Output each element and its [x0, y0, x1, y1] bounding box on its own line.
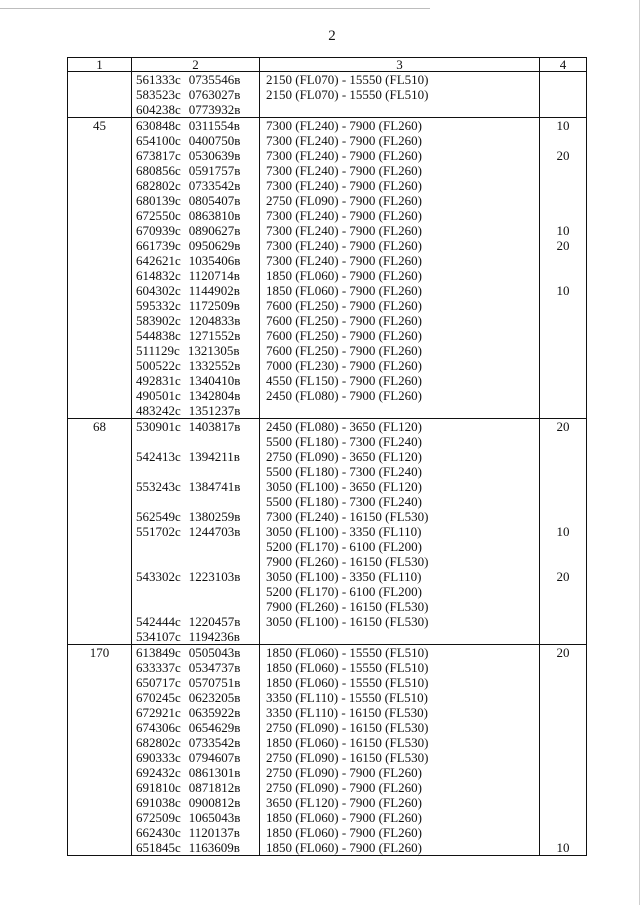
code-line — [132, 660, 259, 675]
value-line — [540, 720, 586, 735]
code-line — [132, 253, 259, 268]
code-second: 1120714в — [188, 268, 240, 283]
group-number-cell — [68, 645, 132, 856]
code-first: 682802с — [136, 178, 181, 193]
code-second: 0900812в — [188, 795, 241, 810]
value-line — [540, 87, 586, 102]
route-line: 1850 (FL060) - 15550 (FL510) — [266, 645, 429, 660]
table-group-row — [68, 419, 587, 645]
route-line: 4550 (FL150) - 7900 (FL260) — [266, 373, 422, 388]
value-line — [540, 795, 586, 810]
code-second: 0805407в — [188, 193, 241, 208]
code-second: 0654629в — [188, 720, 241, 735]
code-line — [132, 675, 259, 690]
code-first: 691038с — [136, 795, 181, 810]
code-first: 511129с — [136, 343, 180, 358]
code-line — [132, 328, 259, 343]
code-line — [132, 148, 259, 163]
route-line: 1850 (FL060) - 7900 (FL260) — [266, 825, 422, 840]
code-line — [132, 509, 259, 524]
route-line: 2450 (FL080) - 7900 (FL260) — [266, 388, 422, 403]
group-number: 68 — [93, 419, 106, 434]
code-second: 0534737в — [188, 660, 241, 675]
value-line — [540, 705, 586, 720]
route-line: 3650 (FL120) - 7900 (FL260) — [266, 795, 422, 810]
value-cell — [540, 419, 587, 645]
value-line — [540, 434, 586, 449]
code-line — [132, 403, 259, 418]
code-first: 614832с — [136, 268, 181, 283]
code-first: 551702с — [136, 524, 181, 539]
code-line — [132, 840, 259, 855]
value-line: 10 — [556, 283, 570, 298]
route-line: 7300 (FL240) - 7900 (FL260) — [266, 148, 422, 163]
route-line: 7900 (FL260) - 16150 (FL530) — [266, 554, 429, 569]
code-second: 0505043в — [188, 645, 241, 660]
route-line: 3050 (FL100) - 3350 (FL110) — [266, 569, 422, 584]
route-line: 1850 (FL060) - 7900 (FL260) — [266, 268, 422, 283]
code-line — [132, 810, 259, 825]
value-line — [540, 825, 586, 840]
code-second: 0733542в — [188, 735, 241, 750]
code-second: 1223103в — [188, 569, 241, 584]
code-first: 542444с — [136, 614, 181, 629]
route-line: 7300 (FL240) - 7900 (FL260) — [266, 178, 422, 193]
code-second: 0311554в — [188, 118, 240, 133]
code-second: 0400750в — [188, 133, 241, 148]
value-line: 20 — [556, 238, 570, 253]
code-first: 633337с — [136, 660, 181, 675]
code-first: 692432с — [136, 765, 181, 780]
code-line — [132, 358, 259, 373]
value-line — [540, 373, 586, 388]
route-line: 2750 (FL090) - 7900 (FL260) — [266, 193, 422, 208]
code-second: 1351237в — [188, 403, 241, 418]
code-second: 0794607в — [188, 750, 241, 765]
code-second: 1204833в — [188, 313, 241, 328]
code-first: 670245с — [136, 690, 181, 705]
route-line: 7300 (FL240) - 7900 (FL260) — [266, 253, 422, 268]
code-second: 0570751в — [188, 675, 241, 690]
route-line: 2750 (FL090) - 16150 (FL530) — [266, 750, 429, 765]
route-line: 7300 (FL240) - 16150 (FL530) — [266, 509, 429, 524]
code-line — [132, 494, 259, 509]
group-number-cell — [68, 118, 132, 419]
value-line — [540, 163, 586, 178]
route-line — [260, 403, 539, 418]
value-line — [540, 660, 586, 675]
code-second: 1271552в — [188, 328, 241, 343]
code-first: 604238с — [136, 102, 181, 117]
code-first: 562549с — [136, 509, 181, 524]
value-line: 20 — [556, 419, 570, 434]
route-line: 2750 (FL090) - 16150 (FL530) — [266, 720, 429, 735]
route-line: 2450 (FL080) - 3650 (FL120) — [266, 419, 422, 434]
code-line — [132, 599, 259, 614]
column-header: 4 — [540, 58, 587, 72]
code-cell — [132, 645, 260, 856]
code-line — [132, 780, 259, 795]
route-cell — [260, 72, 540, 118]
code-first: 672550с — [136, 208, 181, 223]
route-line: 3050 (FL100) - 3350 (FL110) — [266, 524, 422, 539]
value-line — [540, 479, 586, 494]
value-line — [540, 614, 586, 629]
code-second: 1403817в — [188, 419, 241, 434]
value-line — [540, 343, 586, 358]
value-line: 10 — [556, 223, 570, 238]
code-line — [132, 750, 259, 765]
route-cell — [260, 118, 540, 419]
route-line — [260, 102, 539, 117]
route-line: 5500 (FL180) - 7300 (FL240) — [266, 464, 422, 479]
code-line — [132, 479, 259, 494]
code-line — [132, 569, 259, 584]
code-line — [132, 283, 259, 298]
value-line — [540, 750, 586, 765]
code-line — [132, 434, 259, 449]
value-cell — [540, 118, 587, 419]
code-line — [132, 193, 259, 208]
route-line: 7600 (FL250) - 7900 (FL260) — [266, 328, 422, 343]
code-line — [132, 373, 259, 388]
code-first: 604302с — [136, 283, 181, 298]
value-line: 10 — [556, 840, 570, 855]
route-line: 7300 (FL240) - 7900 (FL260) — [266, 223, 422, 238]
code-line — [132, 765, 259, 780]
value-line — [540, 735, 586, 750]
route-line: 7600 (FL250) - 7900 (FL260) — [266, 298, 422, 313]
code-second: 1340410в — [188, 373, 241, 388]
route-line: 5500 (FL180) - 7300 (FL240) — [266, 434, 422, 449]
code-line — [132, 645, 259, 660]
group-number: 170 — [89, 645, 110, 660]
code-line — [132, 629, 259, 644]
code-first: 680139с — [136, 193, 181, 208]
code-cell — [132, 72, 260, 118]
code-first: 500522с — [136, 358, 181, 373]
code-first: 630848с — [136, 118, 181, 133]
code-first: 690333с — [136, 750, 181, 765]
value-line — [540, 780, 586, 795]
code-line — [132, 825, 259, 840]
code-line — [132, 313, 259, 328]
code-first: 530901с — [136, 419, 181, 434]
code-first: 661739с — [136, 238, 181, 253]
code-line — [132, 87, 259, 102]
value-line — [540, 328, 586, 343]
value-line — [540, 133, 586, 148]
value-line — [540, 178, 586, 193]
value-line — [540, 388, 586, 403]
code-second: 1194236в — [188, 629, 240, 644]
code-first: 595332с — [136, 298, 181, 313]
code-first: 542413с — [136, 449, 181, 464]
code-first: 483242с — [136, 403, 181, 418]
code-cell — [132, 419, 260, 645]
code-first: 674306с — [136, 720, 181, 735]
code-first: 682802с — [136, 735, 181, 750]
value-line — [540, 403, 586, 418]
route-line: 1850 (FL060) - 15550 (FL510) — [266, 675, 429, 690]
group-number: 45 — [93, 118, 106, 133]
code-second: 0591757в — [188, 163, 241, 178]
code-second: 0863810в — [188, 208, 241, 223]
value-line — [540, 584, 586, 599]
code-first: 680856с — [136, 163, 181, 178]
code-first: 670939с — [136, 223, 181, 238]
data-table — [67, 57, 587, 856]
code-first: 492831с — [136, 373, 181, 388]
value-line — [540, 494, 586, 509]
value-line — [540, 554, 586, 569]
code-second: 0861301в — [188, 765, 241, 780]
top-rule — [0, 8, 430, 9]
code-second: 0773932в — [188, 102, 241, 117]
route-line: 3350 (FL110) - 16150 (FL530) — [266, 705, 429, 720]
code-first: 654100с — [136, 133, 181, 148]
code-first: 691810с — [136, 780, 181, 795]
route-line: 3050 (FL100) - 16150 (FL530) — [266, 614, 429, 629]
code-second: 0763027в — [188, 87, 241, 102]
route-line: 7000 (FL230) - 7900 (FL260) — [266, 358, 422, 373]
code-first: 672921с — [136, 705, 181, 720]
route-line: 7900 (FL260) - 16150 (FL530) — [266, 599, 429, 614]
route-line: 3050 (FL100) - 3650 (FL120) — [266, 479, 422, 494]
code-cell — [132, 118, 260, 419]
route-line: 5200 (FL170) - 6100 (FL200) — [266, 584, 422, 599]
route-line: 7300 (FL240) - 7900 (FL260) — [266, 133, 422, 148]
value-line — [540, 690, 586, 705]
table-group-row — [68, 118, 587, 419]
code-line — [132, 584, 259, 599]
route-line: 7300 (FL240) - 7900 (FL260) — [266, 163, 422, 178]
code-second: 1172509в — [188, 298, 240, 313]
code-line — [132, 449, 259, 464]
code-second: 1065043в — [188, 810, 241, 825]
code-second: 1035406в — [188, 253, 241, 268]
value-line — [540, 313, 586, 328]
code-second: 0890627в — [188, 223, 241, 238]
code-second: 0871812в — [188, 780, 241, 795]
code-second: 0635922в — [188, 705, 241, 720]
code-line — [132, 464, 259, 479]
value-line: 10 — [556, 524, 570, 539]
code-line — [132, 614, 259, 629]
code-first: 544838с — [136, 328, 181, 343]
value-line — [540, 358, 586, 373]
value-line — [540, 208, 586, 223]
code-line — [132, 223, 259, 238]
route-line: 2750 (FL090) - 7900 (FL260) — [266, 780, 422, 795]
value-line — [540, 298, 586, 313]
code-second: 1163609в — [188, 840, 240, 855]
code-line — [132, 795, 259, 810]
code-line — [132, 208, 259, 223]
route-line: 1850 (FL060) - 15550 (FL510) — [266, 660, 429, 675]
value-line — [540, 464, 586, 479]
route-line — [260, 629, 539, 644]
code-first: 651845с — [136, 840, 181, 855]
header-row — [68, 58, 587, 72]
code-first: 583902с — [136, 313, 181, 328]
code-second: 0530639в — [188, 148, 241, 163]
value-line: 20 — [556, 569, 570, 584]
code-line — [132, 238, 259, 253]
code-second: 0733542в — [188, 178, 241, 193]
code-second: 1220457в — [188, 614, 241, 629]
code-second: 1321305в — [187, 343, 240, 358]
code-second: 0623205в — [188, 690, 241, 705]
code-line — [132, 690, 259, 705]
table-group-row — [68, 72, 587, 118]
group-number-cell — [68, 72, 132, 118]
route-line: 1850 (FL060) - 7900 (FL260) — [266, 840, 422, 855]
code-second: 1342804в — [188, 388, 241, 403]
code-first: 561333с — [136, 72, 181, 87]
code-line — [132, 102, 259, 117]
route-cell — [260, 645, 540, 856]
code-first: 642621с — [136, 253, 181, 268]
route-cell — [260, 419, 540, 645]
route-line: 2150 (FL070) - 15550 (FL510) — [266, 72, 429, 87]
page-number: 2 — [328, 28, 336, 44]
route-line: 1850 (FL060) - 7900 (FL260) — [266, 810, 422, 825]
code-line — [132, 298, 259, 313]
value-cell — [540, 72, 587, 118]
value-cell — [540, 645, 587, 856]
code-first: 672509с — [136, 810, 181, 825]
code-line — [132, 268, 259, 283]
value-line — [540, 629, 586, 644]
value-line — [540, 675, 586, 690]
code-line — [132, 539, 259, 554]
value-line — [540, 509, 586, 524]
route-line: 2750 (FL090) - 7900 (FL260) — [266, 765, 422, 780]
value-line — [540, 268, 586, 283]
value-line — [540, 72, 586, 87]
value-line: 20 — [556, 645, 570, 660]
code-second: 1244703в — [188, 524, 241, 539]
code-first: 543302с — [136, 569, 181, 584]
code-second: 1384741в — [188, 479, 241, 494]
code-line — [132, 705, 259, 720]
value-line: 20 — [556, 148, 570, 163]
route-line: 7300 (FL240) - 7900 (FL260) — [266, 208, 422, 223]
value-line — [540, 102, 586, 117]
route-line: 1850 (FL060) - 7900 (FL260) — [266, 283, 422, 298]
code-second: 0950629в — [188, 238, 241, 253]
route-line: 5200 (FL170) - 6100 (FL200) — [266, 539, 422, 554]
route-line: 2750 (FL090) - 3650 (FL120) — [266, 449, 422, 464]
code-line — [132, 118, 259, 133]
code-second: 1120137в — [188, 825, 240, 840]
route-line: 7300 (FL240) - 7900 (FL260) — [266, 238, 422, 253]
code-first: 534107с — [136, 629, 181, 644]
code-second: 0735546в — [188, 72, 241, 87]
code-first: 553243с — [136, 479, 181, 494]
code-first: 673817с — [136, 148, 181, 163]
code-line — [132, 524, 259, 539]
value-line — [540, 253, 586, 268]
code-line — [132, 388, 259, 403]
route-line: 7300 (FL240) - 7900 (FL260) — [266, 118, 422, 133]
column-header: 3 — [260, 58, 540, 72]
value-line — [540, 193, 586, 208]
value-line — [540, 539, 586, 554]
code-line — [132, 419, 259, 434]
code-first: 613849с — [136, 645, 181, 660]
column-header: 2 — [132, 58, 260, 72]
value-line — [540, 449, 586, 464]
code-line — [132, 554, 259, 569]
code-second: 1144902в — [188, 283, 240, 298]
code-first: 650717с — [136, 675, 181, 690]
value-line — [540, 810, 586, 825]
route-line: 2150 (FL070) - 15550 (FL510) — [266, 87, 429, 102]
code-line — [132, 163, 259, 178]
code-line — [132, 178, 259, 193]
column-header: 1 — [68, 58, 132, 72]
code-line — [132, 735, 259, 750]
route-line: 3350 (FL110) - 15550 (FL510) — [266, 690, 429, 705]
code-line — [132, 343, 259, 358]
code-second: 1332552в — [188, 358, 241, 373]
code-line — [132, 72, 259, 87]
route-line: 7600 (FL250) - 7900 (FL260) — [266, 313, 422, 328]
value-line — [540, 599, 586, 614]
group-number-cell — [68, 419, 132, 645]
code-line — [132, 720, 259, 735]
route-line: 7600 (FL250) - 7900 (FL260) — [266, 343, 422, 358]
route-line: 1850 (FL060) - 16150 (FL530) — [266, 735, 429, 750]
value-line — [540, 765, 586, 780]
route-line: 5500 (FL180) - 7300 (FL240) — [266, 494, 422, 509]
value-line: 10 — [556, 118, 570, 133]
code-first: 490501с — [136, 388, 181, 403]
code-line — [132, 133, 259, 148]
table-group-row — [68, 645, 587, 856]
code-first: 662430с — [136, 825, 181, 840]
code-first: 583523с — [136, 87, 181, 102]
code-second: 1394211в — [188, 449, 240, 464]
code-second: 1380259в — [188, 509, 241, 524]
